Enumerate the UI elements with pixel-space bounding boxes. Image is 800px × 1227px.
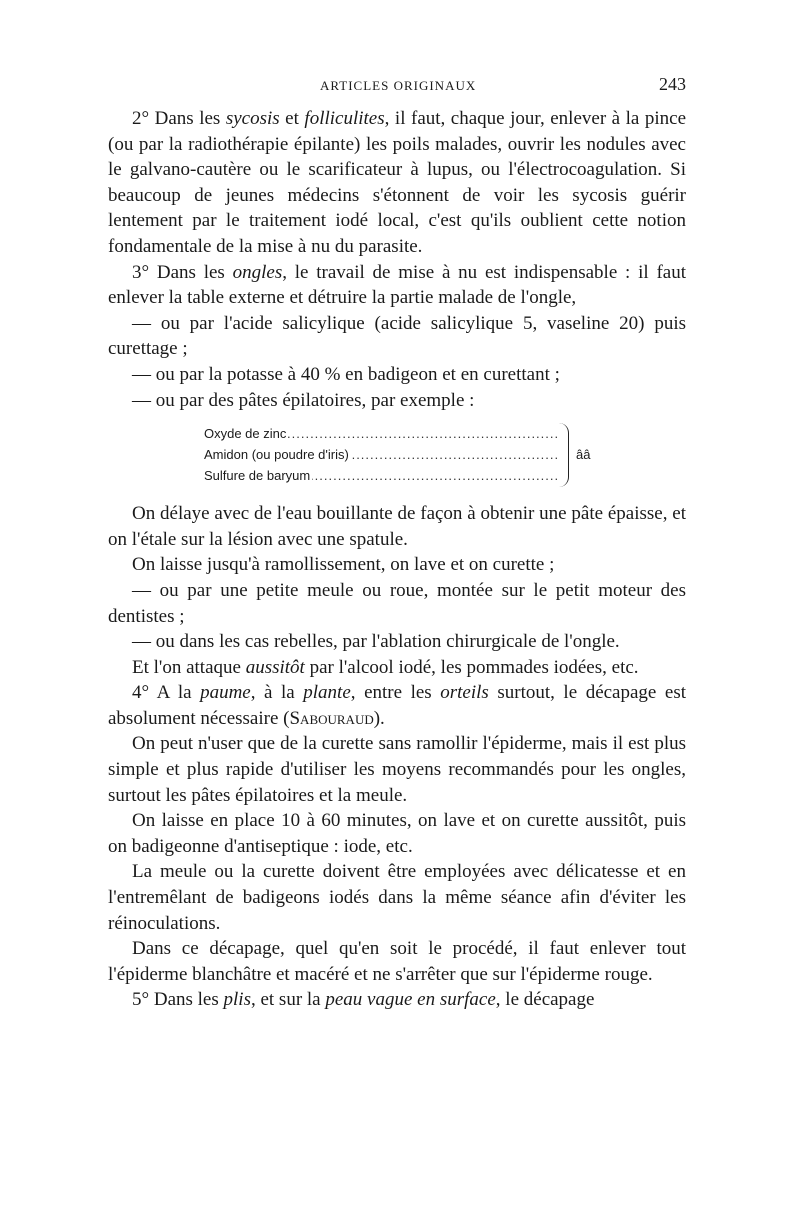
paragraph-ongles: 3° Dans les ongles, le travail de mise à nu est indispensable : il faut enlever la table externe et détruire la partie malade de l'ongle, [108, 261, 686, 309]
recipe-item: Oxyde de zinc ..... [204, 423, 558, 444]
paragraph-curette: On peut n'user que de la curette sans ramollir l'épiderme, mais il est plus simple et plus rapide d'utiliser les moyens recommandés pour les ongles, surtout les pâtes épilatoires et la meule. [108, 733, 686, 806]
page [108, 70, 686, 1013]
paragraph-laisse: On laisse jusqu'à ramollissement, on lave et on curette ; [132, 554, 555, 576]
paragraph-salicylique: — ou par l'acide salicylique (acide salicylique 5, vaseline 20) puis curettage ; [108, 312, 686, 360]
recipe-formula [204, 423, 686, 489]
paragraph-potasse: — ou par la potasse à 40 % en badigeon et en curettant ; [132, 363, 560, 385]
paragraph-sycosis: 2° Dans les sycosis et folliculites, il faut, chaque jour, enlever à la pince (ou par la radiothérapie épilante) les poils malades, ouvrir les nodules avec le galvano-cautère ou le scarificateur à lupus, ou l'électrocoagulation. Si beaucoup de jeunes médecins s'étonnent de voir les sycosis guérir lentement par le traitement iodé local, c'est qu'ils oublient cette notion fondamentale de la mise à nu du parasite. [108, 108, 687, 257]
recipe-item: Amidon (ou poudre d'iris) ..... [204, 444, 558, 465]
running-header [108, 70, 686, 98]
paragraph-decapage: Dans ce décapage, quel qu'en soit le procédé, il faut enlever tout l'épiderme blanchâtre et macéré et ne s'arrêter que sur l'épiderme rouge. [108, 938, 686, 985]
paragraph-plis: 5° Dans les plis, et sur la peau vague en surface, le décapage [132, 989, 595, 1011]
recipe-brace [558, 423, 569, 487]
paragraph-meule: — ou par une petite meule ou roue, montée sur le petit moteur des dentistes ; [108, 579, 686, 627]
paragraph-attaque: Et l'on attaque aussitôt par l'alcool iodé, les pommades iodées, etc. [132, 656, 639, 678]
paragraph-delicatesse: La meule ou la curette doivent être employées avec délicatesse et en l'entremêlant de badigeons iodés dans la même séance afin d'éviter les réinoculations. [108, 861, 686, 934]
running-title: ARTICLES ORIGINAUX [320, 78, 477, 93]
paragraph-paume: 4° A la paume, à la plante, entre les orteils surtout, le décapage est absolument nécessaire (Sabouraud). [108, 682, 687, 729]
paragraph-pates: — ou par des pâtes épilatoires, par exemple : [132, 389, 475, 411]
recipe-amount: ââ [576, 447, 591, 463]
paragraph-minutes: On laisse en place 10 à 60 minutes, on lave et on curette aussitôt, puis on badigeonne d'antiseptique : iode, etc. [108, 810, 686, 857]
recipe-item: Sulfure de baryum ..... [204, 465, 558, 486]
page-number: 243 [659, 74, 686, 94]
paragraph-delaye: On délaye avec de l'eau bouillante de façon à obtenir une pâte épaisse, et on l'étale sur la lésion avec une spatule. [108, 503, 686, 550]
paragraph-ablation: — ou dans les cas rebelles, par l'ablation chirurgicale de l'ongle. [132, 631, 620, 653]
